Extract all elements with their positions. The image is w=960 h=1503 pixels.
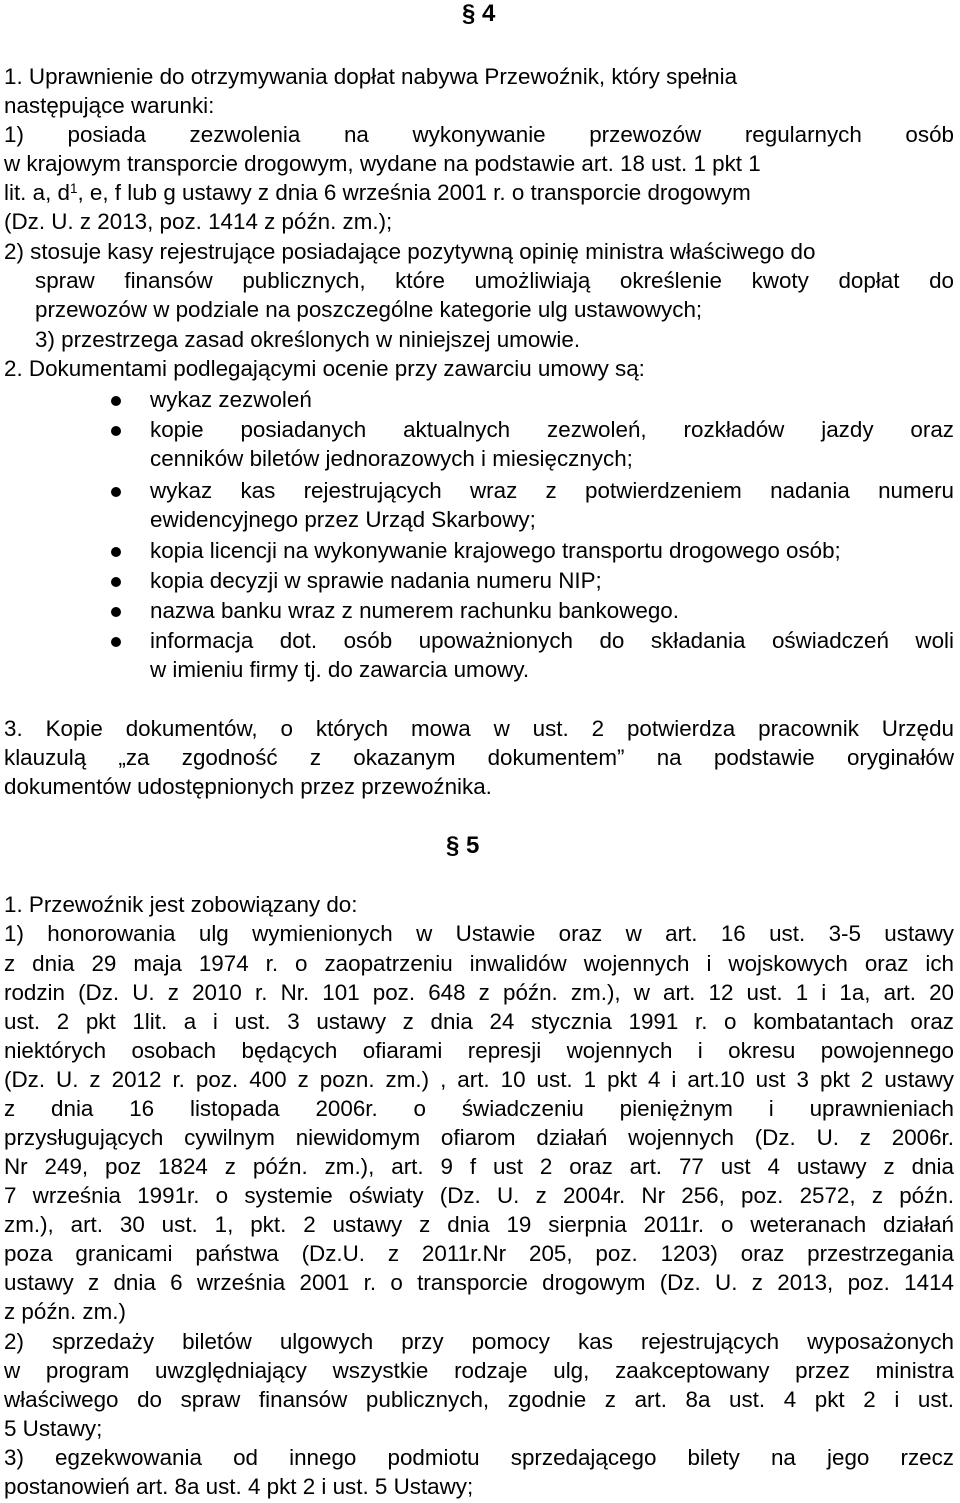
- s4-p2-intro: 2. Dokumentami podlegającymi ocenie przy zawarciu umowy są:: [4, 356, 645, 381]
- s4-p1-line-5: [4, 178, 751, 207]
- s5-line-17: właściwego do spraw finansów publicznych, zgodnie z art. 8a ust. 4 pkt 2 i ust.: [4, 1387, 954, 1412]
- s4-p2-bullet-1: wykaz zezwoleń: [150, 387, 312, 412]
- s5-line-15: 2) sprzedaży biletów ulgowych przy pomocy kas rejestrujących wyposażonych: [4, 1329, 954, 1354]
- s5-line-2: z dnia 29 maja 1974 r. o zaopatrzeniu inwalidów wojennych i wojskowych oraz ich: [4, 951, 954, 976]
- s4-p1-line-4: w krajowym transporcie drogowym, wydane na podstawie art. 18 ust. 1 pkt 1: [4, 151, 761, 176]
- s4-p2-bullet-3b: ewidencyjnego przez Urząd Skarbowy;: [150, 507, 536, 532]
- s4-p3-line-2: klauzulą „za zgodność z okazanym dokumentem” na podstawie oryginałów: [4, 745, 954, 770]
- s4-p1-line-1: 1. Uprawnienie do otrzymywania dopłat nabywa Przewoźnik, który spełnia: [4, 64, 738, 89]
- s4-p1-line-3: 1) posiada zezwolenia na wykonywanie przewozów regularnych osób: [4, 122, 954, 147]
- s5-line-8: przysługujących cywilnym niewidomym ofiarom działań wojennych (Dz. U. z 2006r.: [4, 1125, 954, 1150]
- s5-line-5: niektórych osobach będących ofiarami represji wojennych i okresu powojennego: [4, 1038, 954, 1063]
- s5-intro: 1. Przewoźnik jest zobowiązany do:: [4, 892, 358, 917]
- s4-p2-bullet-2b: cenników biletów jednorazowych i miesięcznych;: [150, 446, 633, 471]
- bullet-icon: [111, 426, 121, 436]
- s4-p1-line-10: 3) przestrzega zasad określonych w niniejszej umowie.: [35, 327, 581, 352]
- s4-p2-bullet-7a: informacja dot. osób upoważnionych do składania oświadczeń woli: [150, 628, 954, 653]
- s5-line-18: 5 Ustawy;: [4, 1416, 103, 1441]
- section-5-heading: § 5: [446, 832, 480, 859]
- s5-line-13: ustawy z dnia 6 września 2001 r. o transporcie drogowym (Dz. U. z 2013, poz. 1414: [4, 1270, 954, 1295]
- section-4-heading: § 4: [462, 0, 496, 27]
- s4-p3-line-3: dokumentów udostępnionych przez przewoźnika.: [4, 774, 492, 799]
- s5-line-4: ust. 2 pkt 1lit. a i ust. 3 ustawy z dnia 24 stycznia 1991 r. o kombatantach oraz: [4, 1009, 954, 1034]
- s4-p2-bullet-6: nazwa banku wraz z numerem rachunku bankowego.: [150, 598, 679, 623]
- s5-line-3: rodzin (Dz. U. z 2010 r. Nr. 101 poz. 648 z późn. zm.), w art. 12 ust. 1 i 1a, art. 20: [4, 980, 954, 1005]
- bullet-icon: [111, 487, 121, 497]
- bullet-icon: [111, 396, 121, 406]
- s5-line-11: zm.), art. 30 ust. 1, pkt. 2 ustawy z dnia 19 sierpnia 2011r. o weteranach działań: [4, 1212, 954, 1237]
- s5-line-16: w program uwzględniający wszystkie rodzaje ulg, zaakceptowany przez ministra: [4, 1358, 954, 1383]
- s5-line-14: z późn. zm.): [4, 1299, 126, 1324]
- s4-p2-bullet-5: kopia decyzji w sprawie nadania numeru NIP;: [150, 568, 602, 593]
- s5-line-12: poza granicami państwa (Dz.U. z 2011r.Nr 205, poz. 1203) oraz przestrzegania: [4, 1241, 954, 1266]
- s4-p2-bullet-4: kopia licencji na wykonywanie krajowego transportu drogowego osób;: [150, 538, 841, 563]
- s4-p1-line-7: 2) stosuje kasy rejestrujące posiadające pozytywną opinię ministra właściwego do: [4, 239, 816, 264]
- s4-p1-line-5-sup: 1: [69, 181, 78, 196]
- bullet-icon: [111, 547, 121, 557]
- s5-line-19: 3) egzekwowania od innego podmiotu sprzedającego bilety na jego rzecz: [4, 1445, 954, 1470]
- bullet-icon: [111, 637, 121, 647]
- s5-line-20: postanowień art. 8a ust. 4 pkt 2 i ust. 5 Ustawy;: [4, 1474, 474, 1499]
- s4-p1-line-9: przewozów w podziale na poszczególne kategorie ulg ustawowych;: [35, 297, 703, 322]
- s4-p1-line-5a: lit. a, d: [4, 180, 70, 205]
- s4-p1-line-5b: , e, f lub g ustawy z dnia 6 września 2001 r. o transporcie drogowym: [77, 180, 751, 205]
- s5-line-7: z dnia 16 listopada 2006r. o świadczeniu pieniężnym i uprawnieniach: [4, 1096, 954, 1121]
- s4-p2-bullet-3a: wykaz kas rejestrujących wraz z potwierdzeniem nadania numeru: [150, 478, 954, 503]
- s4-p1-line-2: następujące warunki:: [4, 93, 215, 118]
- s4-p1-line-6: (Dz. U. z 2013, poz. 1414 z późn. zm.);: [4, 209, 393, 234]
- s4-p3-line-1: 3. Kopie dokumentów, o których mowa w ust. 2 potwierdza pracownik Urzędu: [4, 716, 954, 741]
- s4-p2-bullet-2a: kopie posiadanych aktualnych zezwoleń, rozkładów jazdy oraz: [150, 417, 954, 442]
- s5-line-10: 7 września 1991r. o systemie oświaty (Dz. U. z 2004r. Nr 256, poz. 2572, z późn.: [4, 1183, 954, 1208]
- s5-line-6: (Dz. U. z 2012 r. poz. 400 z pozn. zm.) , art. 10 ust. 1 pkt 4 i art.10 ust 3 pkt 2 ustawy: [4, 1067, 954, 1092]
- bullet-icon: [111, 607, 121, 617]
- s4-p1-line-8: spraw finansów publicznych, które umożliwiają określenie kwoty dopłat do: [35, 268, 954, 293]
- bullet-icon: [111, 577, 121, 587]
- s5-line-9: Nr 249, poz 1824 z późn. zm.), art. 9 f ust 2 oraz art. 77 ust 4 ustawy z dnia: [4, 1154, 954, 1179]
- s4-p2-bullet-7b: w imieniu firmy tj. do zawarcia umowy.: [150, 657, 530, 682]
- s5-line-1: 1) honorowania ulg wymienionych w Ustawie oraz w art. 16 ust. 3-5 ustawy: [4, 921, 954, 946]
